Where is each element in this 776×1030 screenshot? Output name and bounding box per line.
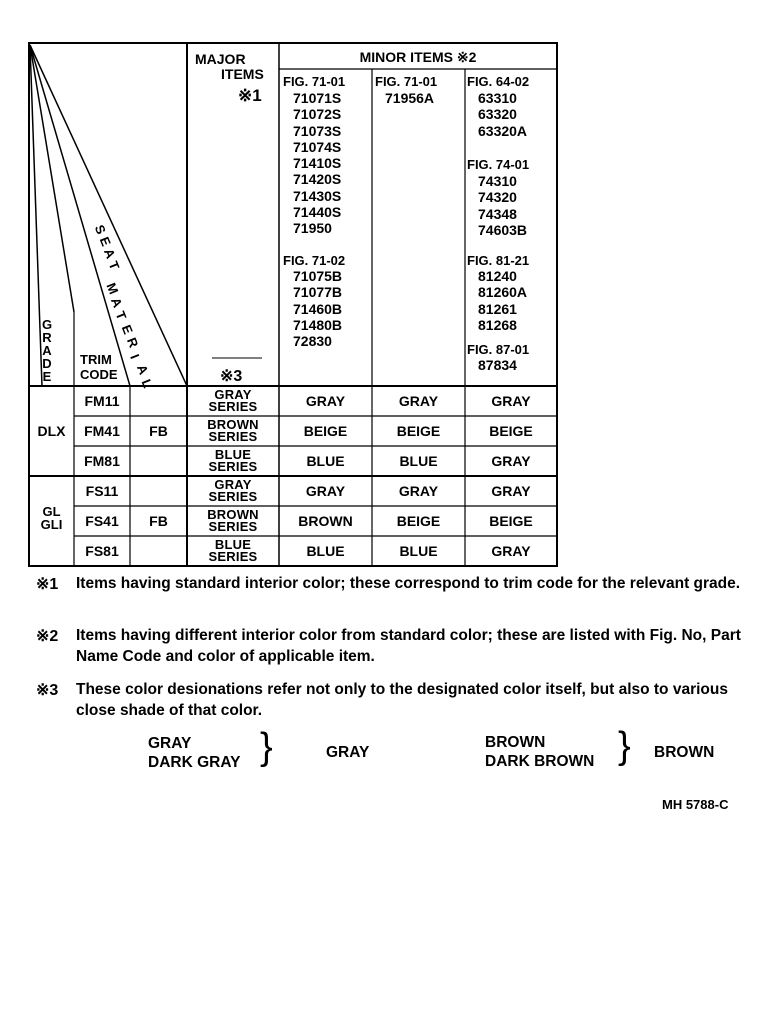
- brace: }: [260, 726, 273, 768]
- minor-color-cell: GRAY: [305, 393, 346, 409]
- major-mark: ※1: [238, 86, 262, 105]
- major-items-header: [195, 52, 275, 82]
- seat-material-letter: A: [134, 362, 152, 377]
- major-items-line1: MAJOR: [195, 51, 246, 67]
- part-codes: 74310 74320 74348 74603B: [478, 173, 528, 238]
- note-text: Items having standard interior color; these correspond to trim code for the relevant grade.: [76, 575, 741, 592]
- seat-material-value: FB: [149, 513, 168, 529]
- part-codes: 71075B 71077B 71460B 71480B 72830: [293, 268, 343, 350]
- fig-ref: FIG. 71-01: [283, 74, 346, 89]
- brace: }: [618, 725, 631, 767]
- seat-material-letter: S: [91, 222, 109, 237]
- trim-code-cell: FM11: [84, 393, 120, 409]
- note-mark: ※1: [36, 576, 59, 593]
- shade-result: GRAY: [326, 744, 370, 761]
- grade-value: DLX: [37, 423, 66, 439]
- shade-items: [485, 733, 594, 771]
- grade-l1: GL: [42, 504, 61, 519]
- shade-item: DARK GRAY: [148, 754, 241, 771]
- seat-material-letter: I: [127, 351, 143, 361]
- color-series-cell: BROWN SERIES: [207, 417, 259, 444]
- shade-items: [148, 734, 240, 772]
- minor-color-cell: GRAY: [398, 393, 439, 409]
- shade-item: DARK BROWN: [485, 753, 595, 770]
- minor-color-cell: GRAY: [398, 483, 439, 499]
- trim-code-cell: FM41: [84, 423, 120, 439]
- seat-material-letter: L: [138, 376, 156, 390]
- seat-material-letter: A: [108, 294, 126, 310]
- minor-items-header: MINOR ITEMS ※2: [359, 49, 477, 65]
- figure-ref: MH 5788-C: [662, 797, 729, 812]
- color-series-cell: BLUE SERIES: [208, 537, 258, 564]
- trim-code-cell: FS41: [85, 513, 119, 529]
- color-series-cell: BROWN SERIES: [207, 507, 259, 534]
- color-series-cell: GRAY SERIES: [208, 387, 258, 414]
- trim-line1: TRIM: [80, 352, 112, 367]
- shade-item: BROWN: [485, 734, 546, 751]
- seat-material-value: FB: [149, 423, 168, 439]
- minor-color-cell: BEIGE: [303, 423, 348, 439]
- note-text: These color desionations refer not only to the designated color itself, but also to various close shade of that color.: [76, 681, 728, 719]
- minor-color-cell: BLUE: [399, 453, 438, 469]
- minor-color-cell: GRAY: [305, 483, 346, 499]
- minor-color-cell: GRAY: [491, 483, 531, 499]
- seat-material-letter: E: [96, 234, 114, 249]
- minor-color-cell: GRAY: [491, 393, 531, 409]
- trim-line2: CODE: [80, 367, 118, 382]
- minor-color-cell: BEIGE: [489, 423, 533, 439]
- grade-value: [29, 505, 74, 531]
- note-mark: ※2: [36, 628, 59, 645]
- part-codes: 71071S 71072S 71073S 71074S 71410S 71420S 71430S 71440S 71950: [293, 90, 342, 237]
- fig-ref: FIG. 74-01: [467, 157, 530, 172]
- fig-ref: FIG. 87-01: [467, 342, 530, 357]
- fig-ref: FIG. 71-01: [375, 74, 438, 89]
- minor-color-cell: GRAY: [491, 543, 531, 559]
- fig-ref: FIG. 71-02: [283, 253, 346, 268]
- fig-ref: FIG. 64-02: [467, 74, 530, 89]
- note-mark: ※3: [36, 682, 59, 699]
- trim-code-label: [80, 352, 118, 382]
- fig-ref: FIG. 81-21: [467, 253, 530, 268]
- seat-material-letter: A: [100, 246, 119, 261]
- seat-material-letter: T: [105, 259, 122, 272]
- seat-material-letter: M: [103, 280, 122, 297]
- shade-result: BROWN: [654, 744, 715, 761]
- minor-color-cell: BEIGE: [396, 513, 441, 529]
- part-codes: 63310 63320 63320A: [478, 90, 528, 139]
- minor-color-cell: BROWN: [298, 513, 353, 529]
- note-text: Items having different interior color from standard color; these are listed with Fig. No, Part Name Code and color of applicable item.: [76, 627, 741, 665]
- grade-l2: GLI: [40, 517, 63, 532]
- shade-item: GRAY: [148, 735, 192, 752]
- grade-label: G R A D E: [41, 317, 53, 384]
- color-series-cell: GRAY SERIES: [208, 477, 258, 504]
- minor-color-cell: BLUE: [306, 543, 345, 559]
- minor-color-cell: BEIGE: [396, 423, 441, 439]
- minor-color-cell: BEIGE: [489, 513, 533, 529]
- part-codes: 87834: [478, 357, 517, 373]
- minor-color-cell: BLUE: [399, 543, 438, 559]
- minor-color-cell: BLUE: [306, 453, 345, 469]
- trim-code-cell: FS11: [85, 483, 119, 499]
- color-mark: ※3: [220, 368, 243, 385]
- minor-color-cell: GRAY: [491, 453, 531, 469]
- part-codes: 71956A: [385, 90, 435, 106]
- seat-material-letter: R: [123, 335, 142, 350]
- color-series-cell: BLUE SERIES: [208, 447, 258, 474]
- major-items-line2: ITEMS: [221, 66, 264, 82]
- seat-material-letter: T: [112, 309, 130, 322]
- part-codes: 81240 81260A 81261 81268: [478, 268, 528, 333]
- seat-material-letter: E: [118, 322, 136, 336]
- trim-code-cell: FM81: [84, 453, 120, 469]
- trim-code-cell: FS81: [85, 543, 119, 559]
